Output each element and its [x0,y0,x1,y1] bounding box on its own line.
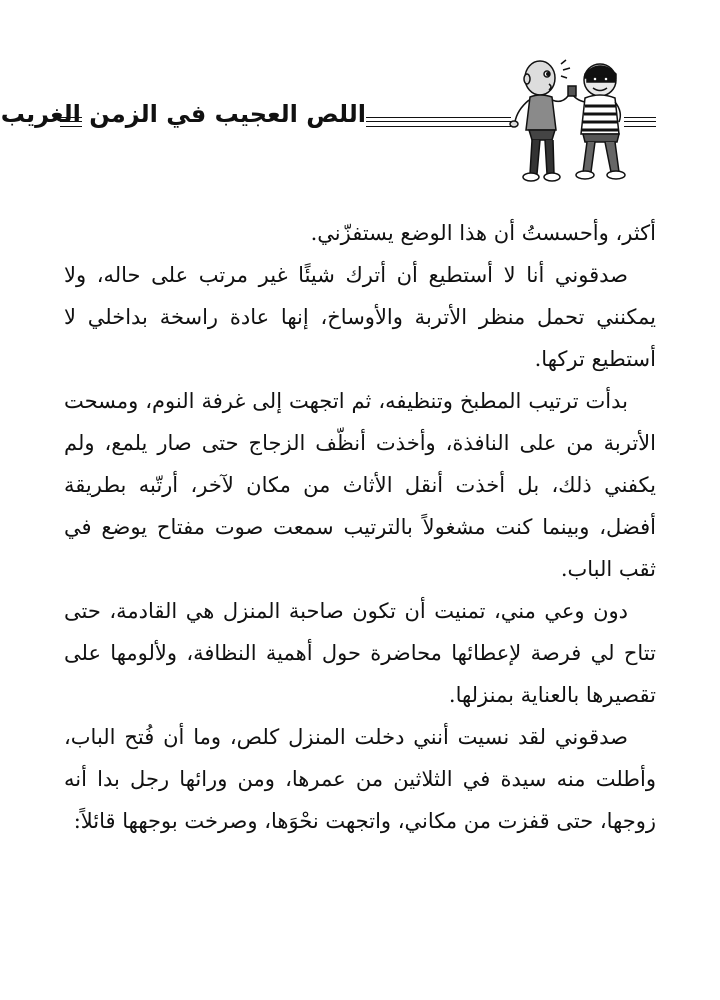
paragraph-1: أكثر، وأحسستُ أن هذا الوضع يستفزّني. [310,221,656,245]
header-rule-right [624,117,656,127]
story-body [64,212,656,842]
victim-figure [510,60,570,181]
page-header [0,0,720,185]
paragraph-4: دون وعي مني، تمنيت أن تكون صاحبة المنزل هي القادمة، حتى تتاح لي فرصة لإعطائها محاضرة حول أهمية النظافة، ولألومها على تقصيرها بالعناية بمنزلها. [64,599,656,707]
paragraph-3: بدأت ترتيب المطبخ وتنظيفه، ثم اتجهت إلى غرفة النوم، ومسحت الأتربة من على النافذة، وأخذت أنظّف الزجاج حتى صار يلمع، ولم يكفني ذلك، بل أخذت أنقل الأثاث من مكان لآخر، أرتّبه بطريقة أفضل، وبينما كنت مشغولاً بالترتيب سمعت صوت مفتاح يوضع في ثقب الباب. [64,389,656,581]
paragraph-2: صدقوني أنا لا أستطيع أن أترك شيئًا غير مرتب على حاله، ولا يمكنني تحمل منظر الأتربة والأوساخ، إنها عادة راسخة بداخلي لا أستطيع تركها. [64,263,656,371]
paragraph-5: صدقوني لقد نسيت أنني دخلت المنزل كلص، وما أن فُتح الباب، وأطلت منه سيدة في الثلاثين من عمرها، ومن ورائها رجل بدا أنه زوجها، حتى قفزت من مكاني، واتجهت نحْوَها، وصرخت بوجهها قائلاً: [64,725,656,833]
thief-illustration [505,50,630,185]
book-title: اللص العجيب في الزمن الغريب [0,100,366,128]
thief-figure [568,64,625,179]
header-rule-middle [366,117,511,127]
